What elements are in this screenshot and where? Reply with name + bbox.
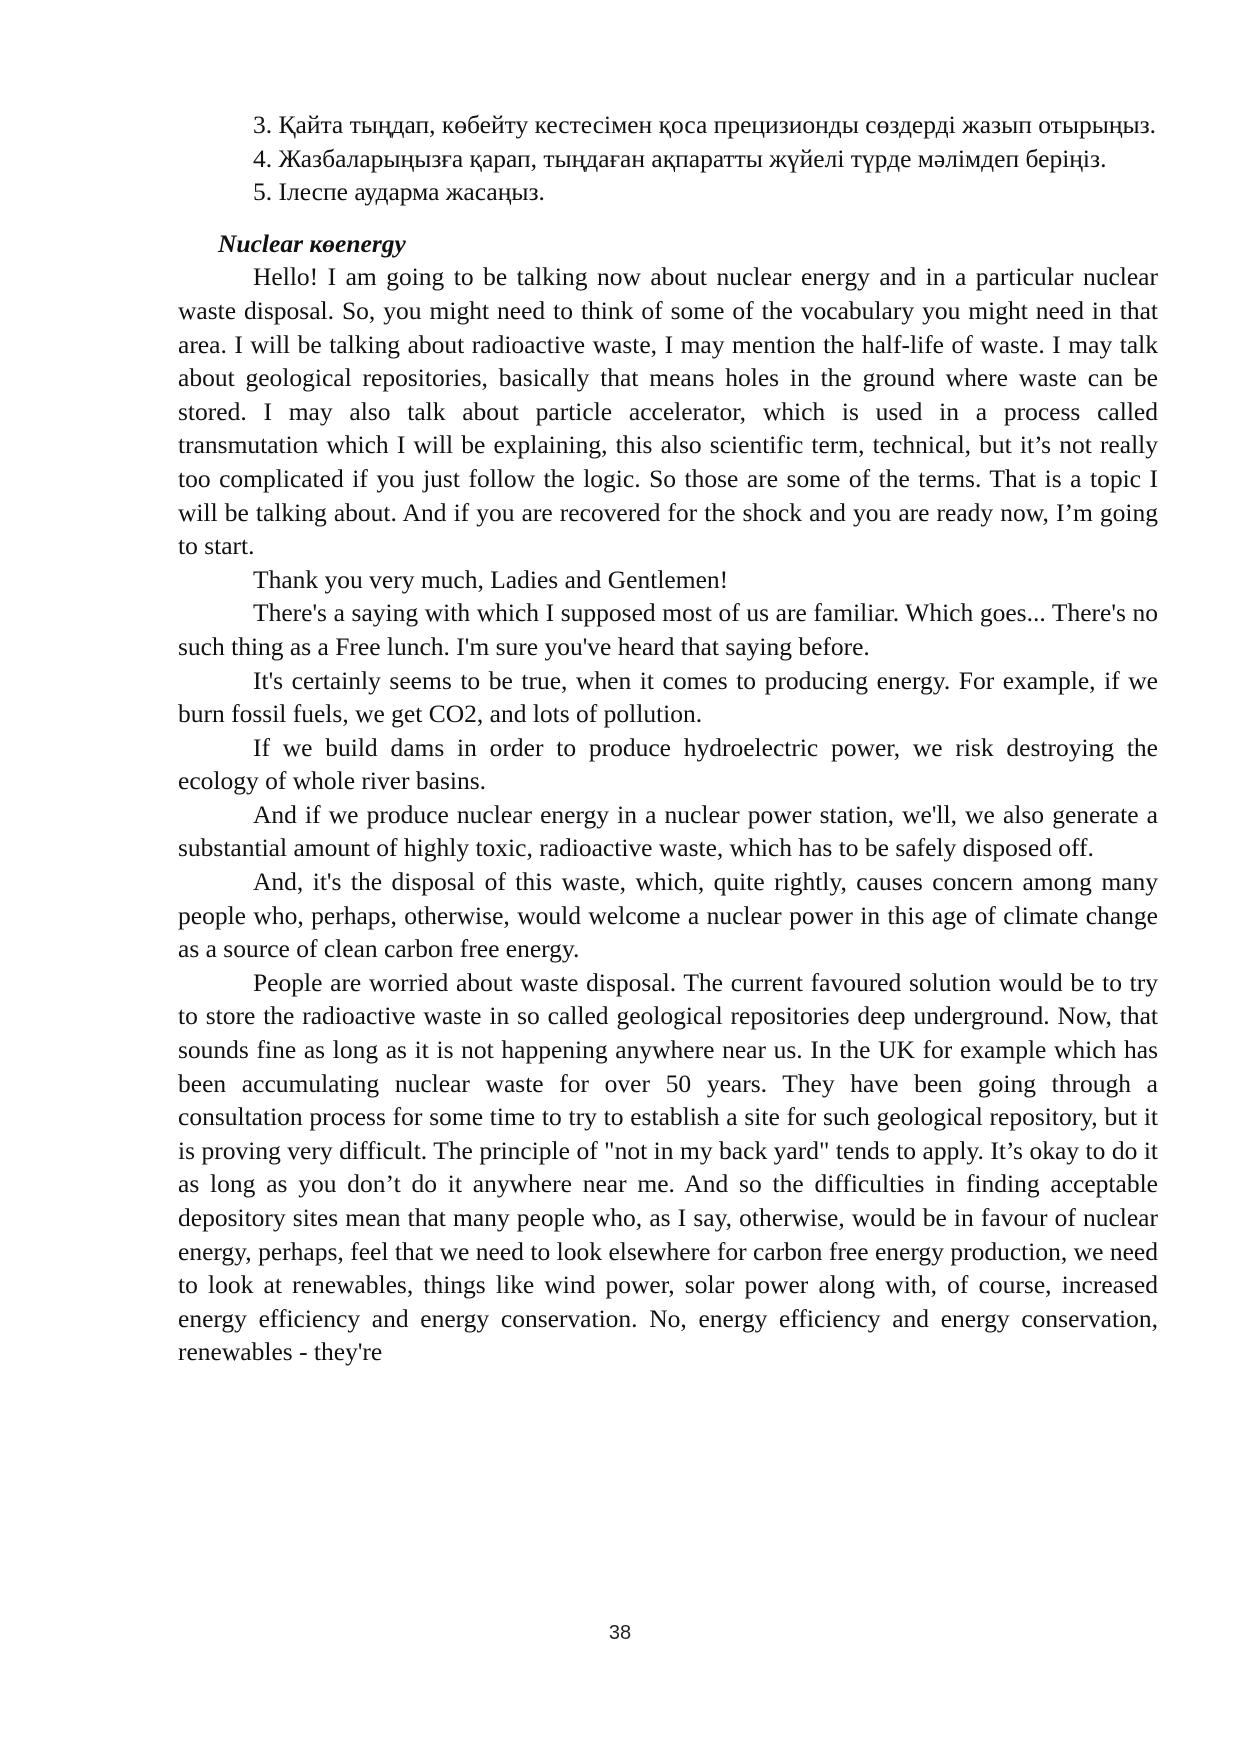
- section-title: Nuclear көenergy: [218, 228, 406, 258]
- paragraph: Hello! I am going to be talking now about nuclear energy and in a particular nuclear waste disposal. So, you might need to think of some of the vocabulary you might need in that area. I will be talking about radioactive waste, I may mention the half-life of waste. I may talk about geological repositories, basically that means holes in the ground where waste can be stored. I may also talk about particle accelerator, which is used in a process called transmutation which I will be explaining, this also scientific term, technical, but it’s not really too complicated if you just follow the logic. So those are some of the terms. That is a topic I will be talking about. And if you are recovered for the shock and you are ready now, I’m going to start.: [178, 262, 1158, 561]
- paragraph: There's a saying with which I supposed most of us are familiar. Which goes... There's no such thing as a Free lunch. I'm sure you've heard that saying before.: [178, 598, 1158, 661]
- task-item: 5. Ілеспе аударма жасаңыз.: [253, 177, 545, 207]
- paragraph: And if we produce nuclear energy in a nuclear power station, we'll, we also generate a substantial amount of highly toxic, radioactive waste, which has to be safely disposed off.: [178, 799, 1158, 863]
- paragraph: People are worried about waste disposal. The current favoured solution would be to try to store the radioactive waste in so called geological repositories deep underground. Now, that sounds fine as long as it is not happening anywhere near us. In the UK for example which has been accumulating nuclear waste for over 50 years. They have been going through a consultation process for some time to try to establish a site for such geological repository, but it is proving very difficult. The principle of "not in my back yard" tends to apply. It’s okay to do it as long as you don’t do it anywhere near me. And so the difficulties in finding acceptable depository sites mean that many people who, as I say, otherwise, would be in favour of nuclear energy, perhaps, feel that we need to look elsewhere for carbon free energy production, we need to look at renewables, things like wind power, solar power along with, of course, increased energy efficiency and energy conservation. No, energy efficiency and energy conservation, renewables - they're: [178, 967, 1158, 1367]
- task-list: [178, 108, 1158, 209]
- paragraph: It's certainly seems to be true, when it comes to producing energy. For example, if we burn fossil fuels, we get CO2, and lots of pollution.: [178, 665, 1158, 729]
- paragraph: Thank you very much, Ladies and Gentlemen!: [253, 564, 729, 594]
- page-body: [178, 108, 1158, 1369]
- transcript-text: [178, 260, 1158, 1369]
- page-number: 38: [608, 1622, 632, 1644]
- paragraph: And, it's the disposal of this waste, which, quite rightly, causes concern among many people who, perhaps, otherwise, would welcome a nuclear power in this age of climate change as a source of clean carbon free energy.: [178, 867, 1158, 964]
- task-item: 4. Жазбаларыңызға қарап, тыңдаған ақпаратты жүйелі түрде мәлімдеп беріңіз.: [253, 143, 1107, 173]
- paragraph: If we build dams in order to produce hydroelectric power, we risk destroying the ecology of whole river basins.: [178, 732, 1158, 796]
- task-item: 3. Қайта тыңдап, көбейту кестесімен қоса прецизионды сөздерді жазып отырыңыз.: [253, 110, 1157, 139]
